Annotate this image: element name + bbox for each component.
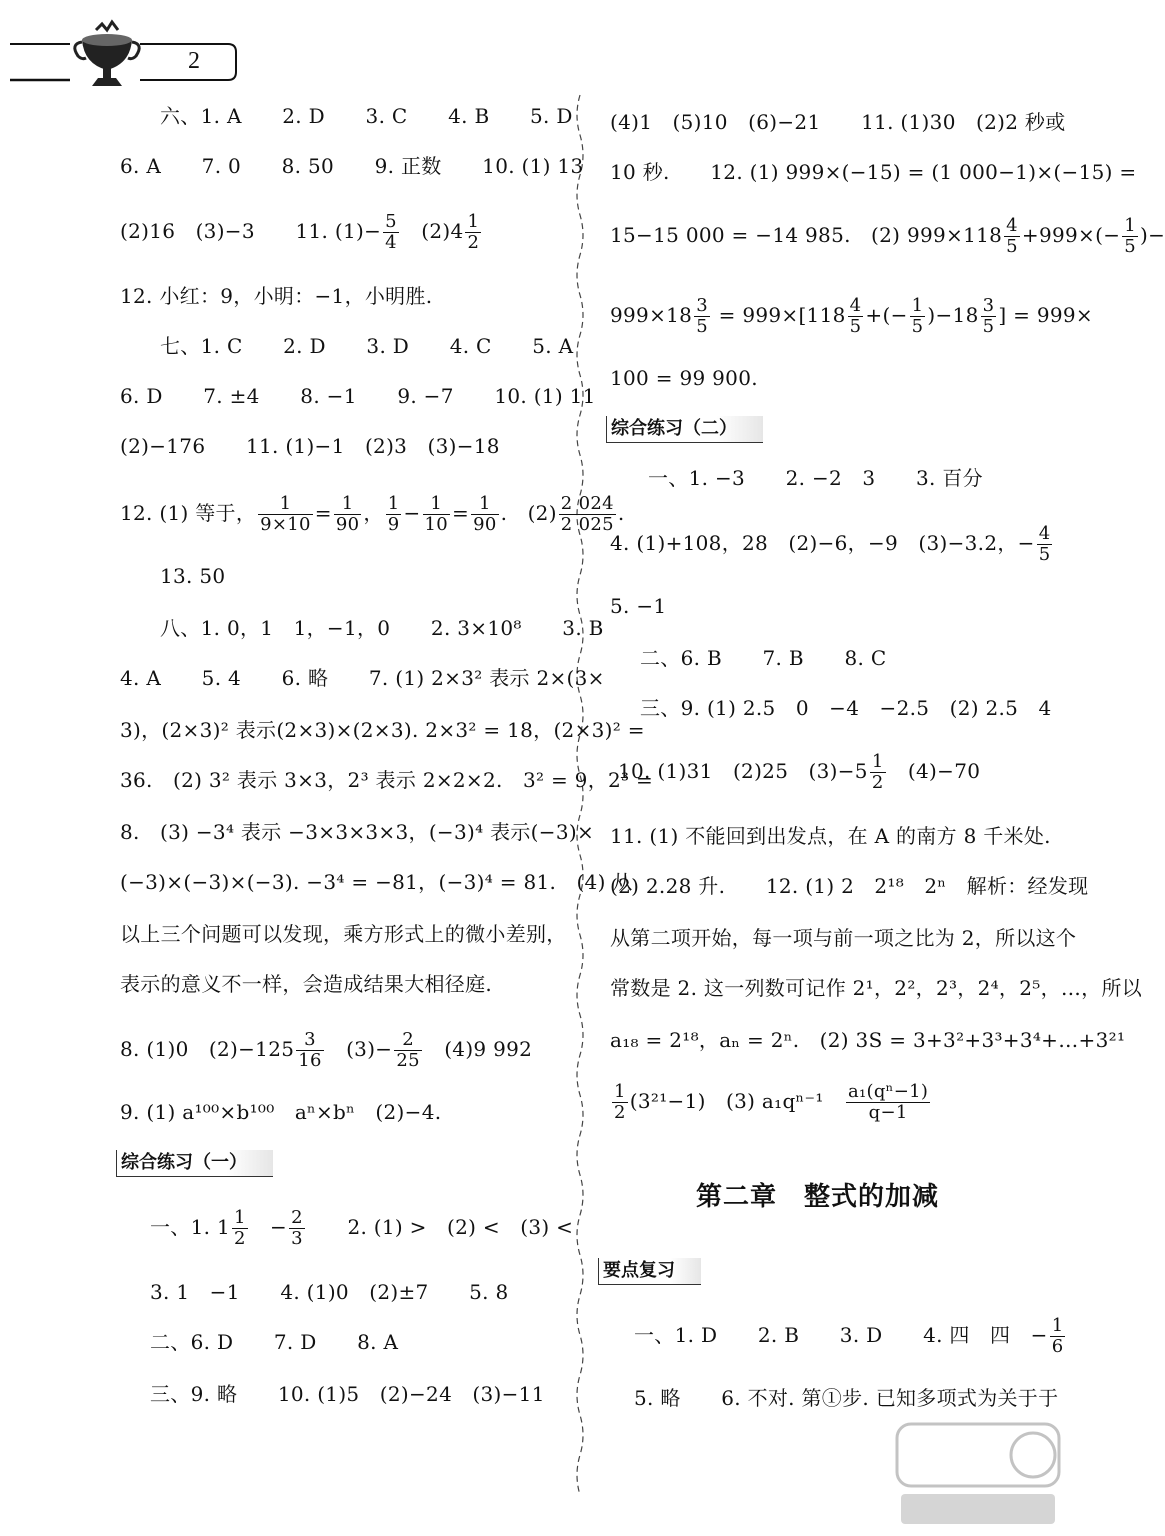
fraction: $\frac{5}{4}$ [385, 211, 397, 253]
answer-line: 6. D 7. ±4 8. −1 9. −7 10. (1) 11 [120, 384, 596, 408]
fraction: $\frac{2}{3}$ [291, 1207, 303, 1249]
answer-line: 8. (3) −3⁴ 表示 −3×3×3×3，(−3)⁴ 表示(−3)× [120, 820, 595, 844]
fraction: $\frac{1}{2}$ [871, 751, 884, 793]
answer-line: 3)，(2×3)² 表示(2×3)×(2×3). 2×3² = 18，(2×3)² = [120, 718, 645, 742]
fraction: $\frac{3}{16}$ [298, 1029, 322, 1071]
answer-line: a₁₈ = 2¹⁸，aₙ = 2ⁿ. (2) 3S = 3+3²+3³+3⁴+…+3²¹ [610, 1028, 1126, 1052]
fraction: $\frac{3}{5}$ [696, 295, 708, 337]
answer-line: 4. (1)+108，28 (2)−6，−9 (3)−3.2，− $\frac{4}{5}$ [610, 523, 1051, 565]
answer-line: 从第二项开始，每一项与前一项之比为 2，所以这个 [610, 926, 1077, 950]
answer-line: 9. (1) a¹⁰⁰×b¹⁰⁰ aⁿ×bⁿ (2)−4. [120, 1100, 442, 1124]
answer-line: 11. (1) 不能回到出发点，在 A 的南方 8 千米处. [610, 824, 1051, 848]
answer-line: (2)16 (3)−3 11. (1)− $\frac{5}{4}$ (2)4 $\frac{1}{2}$ [120, 211, 480, 253]
answer-line: (−3)×(−3)×(−3). −3⁴ = −81，(−3)⁴ = 81. (4) 从 [120, 870, 633, 894]
fraction: $\frac{2 024}{2 025}$ [560, 493, 614, 535]
answer-line: 8. (1)0 (2)−125 $\frac{3}{16}$ (3)− $\frac{2}{25}$ (4)9 992 [120, 1029, 533, 1071]
fraction: $\frac{1}{6}$ [1051, 1315, 1064, 1357]
answer-line: 10. (1)31 (2)25 (3)−5 $\frac{1}{2}$ (4)−70 [618, 751, 981, 793]
section-tag: 要点复习 [598, 1258, 701, 1285]
answer-line: 七、1. C 2. D 3. D 4. C 5. A [160, 334, 574, 358]
answer-line: 二、6. B 7. B 8. C [640, 646, 887, 670]
answer-line: 以上三个问题可以发现，乘方形式上的微小差别， [120, 922, 567, 946]
answer-line: 三、9. 略 10. (1)5 (2)−24 (3)−11 [150, 1382, 545, 1406]
answer-line: 36. (2) 3² 表示 3×3，2³ 表示 2×2×2. 3² = 9，2³ = [120, 768, 654, 792]
fraction: $\frac{3}{5}$ [982, 295, 995, 337]
answer-line: 999×18 $\frac{3}{5}$ = 999×[118 $\frac{4}{5}$ +(− $\frac{1}{5}$ )−18 $\frac{3}{5}$ ] = 999× [610, 295, 1093, 337]
trophy-icon [75, 22, 139, 86]
fraction: $\frac{1}{9}$ [387, 493, 400, 535]
fraction: $\frac{1}{10}$ [424, 493, 449, 535]
section-tag: 综合练习（一） [116, 1150, 273, 1177]
fraction: $\frac{4}{5}$ [849, 295, 862, 337]
answer-line: 10 秒. 12. (1) 999×(−15) = (1 000−1)×(−15) = [610, 160, 1137, 184]
fraction: $\frac{2}{25}$ [396, 1029, 420, 1071]
answer-line: 4. A 5. 4 6. 略 7. (1) 2×3² 表示 2×(3× [120, 666, 605, 690]
answer-line: 一、1. −3 2. −2 3 3. 百分 [648, 466, 983, 490]
fraction: $\frac{4}{5}$ [1038, 523, 1051, 565]
page-number: 2 [188, 48, 200, 74]
fraction: $\frac{1}{90}$ [473, 493, 497, 535]
fraction: $\frac{4}{5}$ [1006, 215, 1018, 257]
answer-line: (2)−176 11. (1)−1 (2)3 (3)−18 [120, 434, 500, 458]
chapter-title: 第二章 整式的加减 [696, 1182, 940, 1212]
answer-line: 表示的意义不一样，会造成结果大相径庭. [120, 972, 493, 996]
answer-line: 100 = 99 900. [610, 366, 758, 390]
answer-line: 3. 1 −1 4. (1)0 (2)±7 5. 8 [150, 1280, 509, 1304]
answer-line: 一、1. D 2. B 3. D 4. 四 四 − $\frac{1}{6}$ [634, 1315, 1064, 1357]
answer-line: 六、1. A 2. D 3. C 4. B 5. D [160, 104, 573, 128]
page-header [0, 0, 260, 100]
answer-line: (4)1 (5)10 (6)−21 11. (1)30 (2)2 秒或 [610, 110, 1066, 134]
fraction: $\frac{1}{2}$ [614, 1081, 626, 1123]
fraction: $\frac{1}{90}$ [335, 493, 360, 535]
answer-line: 12. 小红：9，小明：−1，小明胜. [120, 284, 433, 308]
answer-line: 二、6. D 7. D 8. A [150, 1330, 399, 1354]
fraction: $\frac{\text{a₁(qⁿ−1)}}{q-1}$ [847, 1081, 929, 1123]
answer-line: 6. A 7. 0 8. 50 9. 正数 10. (1) 13 [120, 154, 584, 178]
fraction: $\frac{1}{5}$ [1124, 215, 1137, 257]
fraction: $\frac{1}{9\times 10}$ [260, 493, 311, 535]
fraction: $\frac{1}{5}$ [911, 295, 924, 337]
answer-line: (2) 2.28 升. 12. (1) 2 2¹⁸ 2ⁿ 解析：经发现 [610, 874, 1089, 898]
answer-line: 三、9. (1) 2.5 0 −4 −2.5 (2) 2.5 4 [640, 696, 1052, 720]
answer-line: $\frac{1}{2}$ (3²¹−1) (3) a₁qⁿ⁻¹ $\frac{\text{a₁(qⁿ−1)}}{q-1}$ [614, 1081, 929, 1123]
watermark-logo [893, 1420, 1063, 1530]
fraction: $\frac{1}{2}$ [467, 211, 480, 253]
answer-line: 常数是 2. 这一列数可记作 2¹，2²，2³，2⁴，2⁵，…，所以 [610, 976, 1143, 1000]
fraction: $\frac{1}{2}$ [233, 1207, 246, 1249]
trophy-header-graphic [0, 0, 260, 100]
answer-line: 12. (1) 等于， $\frac{1}{9\times 10}$ = $\frac{1}{90}$ ， $\frac{1}{9}$ − $\frac{1}{10}$ = $\frac{1}{90}$ . (2) $\frac{2 024}{2 025}$ . [120, 493, 625, 535]
answer-line: 一、1. 1 $\frac{1}{2}$ − $\frac{2}{3}$ 2. (1) > (2) < (3) < [150, 1207, 574, 1249]
section-tag: 综合练习（二） [606, 416, 763, 443]
answer-line: 八、1. 0，1 1，−1，0 2. 3×10⁸ 3. B [160, 616, 604, 640]
answer-line: 5. 略 6. 不对. 第①步. 已知多项式为关于于 [634, 1386, 1059, 1410]
column-divider [570, 95, 590, 1495]
answer-line: 15−15 000 = −14 985. (2) 999×118 $\frac{4}{5}$ +999×(− $\frac{1}{5}$ )− [610, 215, 1165, 257]
answer-line: 13. 50 [160, 564, 226, 588]
answer-line: 5. −1 [610, 594, 667, 618]
